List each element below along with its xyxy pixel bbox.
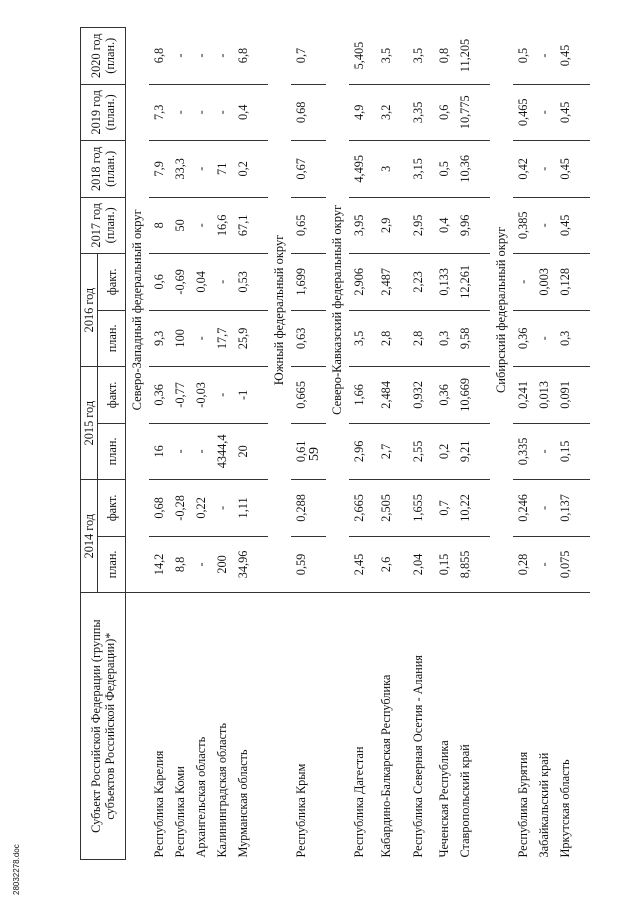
- value-cell: 3,5: [349, 310, 370, 367]
- value-cell: 0,45: [555, 141, 576, 198]
- value-cell: 2,9: [370, 197, 402, 254]
- table-row: [534, 28, 555, 860]
- value-cell: 2,665: [349, 480, 370, 537]
- value-cell: 3,2: [370, 84, 402, 141]
- value-cell: 7,3: [149, 84, 170, 141]
- value-cell: -: [534, 480, 555, 537]
- table-row: [370, 28, 402, 860]
- value-cell: 2,487: [370, 254, 402, 311]
- value-cell: 0,42: [513, 141, 534, 198]
- value-cell: 0,15: [555, 423, 576, 480]
- region-name: Забайкальский край: [537, 752, 551, 858]
- region-name: Кабардино-Балкарская Республика: [378, 674, 393, 858]
- value-cell: 0,5: [513, 28, 534, 85]
- value-cell: 0,003: [534, 254, 555, 311]
- section-title: Сибирский федеральный округ: [490, 28, 513, 593]
- value-cell: -: [191, 28, 212, 85]
- rotated-table-container: [80, 27, 631, 860]
- value-cell: 2,505: [370, 480, 402, 537]
- spacer-row: [576, 28, 590, 860]
- value-cell: 0,04: [191, 254, 212, 311]
- value-cell: -0,77: [170, 367, 191, 424]
- value-cell: 0,335: [513, 423, 534, 480]
- value-cell: -: [212, 28, 233, 85]
- value-cell: 0,5: [434, 141, 455, 198]
- table-row: [455, 28, 476, 860]
- value-cell: 0,28: [513, 536, 534, 593]
- year-2020-header: 2020 год (план.): [81, 28, 126, 85]
- value-cell: 0,45: [555, 28, 576, 85]
- value-cell: 0,075: [555, 536, 576, 593]
- value-cell: 20: [233, 423, 254, 480]
- value-cell: 0,4: [233, 84, 254, 141]
- table-row: [212, 28, 233, 860]
- region-name: Республика Крым: [294, 763, 308, 858]
- value-cell: 0,133: [434, 254, 455, 311]
- value-cell: 0,68: [291, 84, 312, 141]
- value-cell: 50: [170, 197, 191, 254]
- value-cell: 6,8: [233, 28, 254, 85]
- value-cell: 8,855: [455, 536, 476, 593]
- value-cell: 0,6: [149, 254, 170, 311]
- year-2015-header: 2015 год: [81, 367, 98, 480]
- value-cell: 2,45: [349, 536, 370, 593]
- value-cell: 33,3: [170, 141, 191, 198]
- value-cell: 2,8: [402, 310, 434, 367]
- value-cell: 0,665: [291, 367, 312, 424]
- value-cell: 4,495: [349, 141, 370, 198]
- value-cell: 1,655: [402, 480, 434, 537]
- spacer-row: [476, 28, 490, 860]
- value-cell: -: [534, 28, 555, 85]
- value-cell: -: [534, 197, 555, 254]
- year-2014-header: 2014 год: [81, 480, 98, 593]
- region-name: Ставропольский край: [458, 744, 472, 858]
- value-cell: 9,96: [455, 197, 476, 254]
- value-cell: 0,15: [434, 536, 455, 593]
- value-cell: -: [513, 254, 534, 311]
- page-number: 59: [307, 447, 322, 461]
- value-cell: 17,7: [212, 310, 233, 367]
- value-cell: 2,8: [370, 310, 402, 367]
- value-cell: 0,2: [434, 423, 455, 480]
- spacer-row: [312, 28, 326, 860]
- year-2016-header: 2016 год: [81, 254, 98, 367]
- year-2018-header: 2018 год (план.): [81, 141, 126, 198]
- value-cell: 0,3: [555, 310, 576, 367]
- value-cell: 0,8: [434, 28, 455, 85]
- value-cell: 10,22: [455, 480, 476, 537]
- value-cell: 0,45: [555, 84, 576, 141]
- table-row: [291, 28, 312, 860]
- value-cell: 10,36: [455, 141, 476, 198]
- value-cell: 0,65: [291, 197, 312, 254]
- value-cell: -: [212, 84, 233, 141]
- value-cell: 4344,4: [212, 423, 233, 480]
- value-cell: 0,36: [513, 310, 534, 367]
- region-name: Республика Бурятия: [516, 751, 530, 858]
- table-row: [434, 28, 455, 860]
- fact-header: факт.: [98, 254, 126, 311]
- value-cell: 0,932: [402, 367, 434, 424]
- section-row: [268, 28, 291, 860]
- value-cell: -: [534, 536, 555, 593]
- value-cell: 0,4: [434, 197, 455, 254]
- value-cell: 8: [149, 197, 170, 254]
- value-cell: 2,04: [402, 536, 434, 593]
- value-cell: 0,091: [555, 367, 576, 424]
- value-cell: 0,137: [555, 480, 576, 537]
- value-cell: 2,484: [370, 367, 402, 424]
- value-cell: 0,53: [233, 254, 254, 311]
- region-name: Мурманская область: [236, 749, 250, 858]
- value-cell: -0,69: [170, 254, 191, 311]
- value-cell: -: [212, 367, 233, 424]
- value-cell: 9,21: [455, 423, 476, 480]
- region-name: Архангельская область: [194, 736, 208, 858]
- value-cell: -: [534, 423, 555, 480]
- value-cell: 0,45: [555, 197, 576, 254]
- value-cell: 0,63: [291, 310, 312, 367]
- value-cell: 0,6: [434, 84, 455, 141]
- plan-header: план.: [98, 423, 126, 480]
- value-cell: 0,7: [291, 28, 312, 85]
- value-cell: 1,66: [349, 367, 370, 424]
- value-cell: 9,3: [149, 310, 170, 367]
- value-cell: 10,669: [455, 367, 476, 424]
- value-cell: 0,385: [513, 197, 534, 254]
- value-cell: 0,288: [291, 480, 312, 537]
- table-row: [170, 28, 191, 860]
- year-2019-header: 2019 год (план.): [81, 84, 126, 141]
- table-row: [402, 28, 434, 860]
- value-cell: 200: [212, 536, 233, 593]
- value-cell: 2,906: [349, 254, 370, 311]
- section-title: Северо-Западный федеральный округ: [126, 28, 150, 593]
- value-cell: 1,11: [233, 480, 254, 537]
- plan-header: план.: [98, 536, 126, 593]
- region-name: Республика Коми: [173, 766, 187, 858]
- value-cell: 0,465: [513, 84, 534, 141]
- table-header: [81, 28, 126, 860]
- value-cell: 3,15: [402, 141, 434, 198]
- value-cell: 67,1: [233, 197, 254, 254]
- value-cell: -: [170, 28, 191, 85]
- value-cell: -: [534, 141, 555, 198]
- value-cell: 3: [370, 141, 402, 198]
- table-row: [191, 28, 212, 860]
- value-cell: 0,36: [434, 367, 455, 424]
- value-cell: 2,96: [349, 423, 370, 480]
- value-cell: -0,03: [191, 367, 212, 424]
- section-row: [326, 28, 349, 860]
- value-cell: 0,013: [534, 367, 555, 424]
- value-cell: 0,22: [191, 480, 212, 537]
- value-cell: 10,775: [455, 84, 476, 141]
- value-cell: 0,2: [233, 141, 254, 198]
- value-cell: -: [170, 84, 191, 141]
- value-cell: 2,95: [402, 197, 434, 254]
- fact-header: факт.: [98, 367, 126, 424]
- value-cell: -1: [233, 367, 254, 424]
- table-row: [555, 28, 576, 860]
- value-cell: 3,5: [402, 28, 434, 85]
- value-cell: 2,6: [370, 536, 402, 593]
- table-row: [233, 28, 254, 860]
- value-cell: 2,55: [402, 423, 434, 480]
- region-name: Республика Карелия: [152, 750, 166, 858]
- region-name: Иркутская область: [558, 759, 572, 858]
- value-cell: 12,261: [455, 254, 476, 311]
- value-cell: 0,61: [291, 423, 312, 480]
- value-cell: 1,699: [291, 254, 312, 311]
- value-cell: -: [191, 536, 212, 593]
- section-row: [490, 28, 513, 860]
- table-row: [349, 28, 370, 860]
- value-cell: 0,36: [149, 367, 170, 424]
- value-cell: 5,405: [349, 28, 370, 85]
- value-cell: 8,8: [170, 536, 191, 593]
- region-name: Республика Северная Осетия - Алания: [410, 655, 425, 858]
- table-row: [149, 28, 170, 860]
- value-cell: 0,241: [513, 367, 534, 424]
- value-cell: 0,246: [513, 480, 534, 537]
- value-cell: -: [534, 310, 555, 367]
- value-cell: 16: [149, 423, 170, 480]
- value-cell: 3,95: [349, 197, 370, 254]
- table-body: [126, 28, 591, 860]
- value-cell: -: [191, 141, 212, 198]
- value-cell: 3,5: [370, 28, 402, 85]
- value-cell: -: [191, 84, 212, 141]
- value-cell: -: [191, 423, 212, 480]
- section-title: Северо-Кавказский федеральный округ: [326, 28, 349, 593]
- value-cell: -: [212, 254, 233, 311]
- value-cell: 0,7: [434, 480, 455, 537]
- region-name: Калининградская область: [215, 722, 229, 858]
- value-cell: 2,23: [402, 254, 434, 311]
- value-cell: 0,59: [291, 536, 312, 593]
- value-cell: -: [534, 84, 555, 141]
- value-cell: -: [191, 310, 212, 367]
- value-cell: -: [170, 423, 191, 480]
- value-cell: -0,28: [170, 480, 191, 537]
- section-title: Южный федеральный округ: [268, 28, 291, 593]
- document-id: 28032278.doc: [12, 844, 21, 895]
- value-cell: 2,7: [370, 423, 402, 480]
- year-2017-header: 2017 год (план.): [81, 197, 126, 254]
- data-table: [80, 27, 590, 860]
- table-row: [513, 28, 534, 860]
- subject-header: Субъект Российской Федерации (группы субъектов Российской Федерации)*: [81, 593, 126, 860]
- fact-header: факт.: [98, 480, 126, 537]
- value-cell: 4,9: [349, 84, 370, 141]
- region-name: Чеченская Республика: [437, 740, 451, 858]
- value-cell: -: [212, 480, 233, 537]
- value-cell: 0,128: [555, 254, 576, 311]
- value-cell: 11,205: [455, 28, 476, 85]
- value-cell: 0,68: [149, 480, 170, 537]
- value-cell: 34,96: [233, 536, 254, 593]
- value-cell: 16,6: [212, 197, 233, 254]
- value-cell: 71: [212, 141, 233, 198]
- region-name: Республика Дагестан: [352, 746, 366, 858]
- value-cell: 0,3: [434, 310, 455, 367]
- value-cell: 7,9: [149, 141, 170, 198]
- value-cell: 6,8: [149, 28, 170, 85]
- value-cell: 25,9: [233, 310, 254, 367]
- value-cell: 9,58: [455, 310, 476, 367]
- value-cell: 14,2: [149, 536, 170, 593]
- plan-header: план.: [98, 310, 126, 367]
- value-cell: -: [191, 197, 212, 254]
- section-row: [126, 28, 150, 860]
- value-cell: 0,67: [291, 141, 312, 198]
- value-cell: 100: [170, 310, 191, 367]
- spacer-row: [254, 28, 268, 860]
- value-cell: 3,35: [402, 84, 434, 141]
